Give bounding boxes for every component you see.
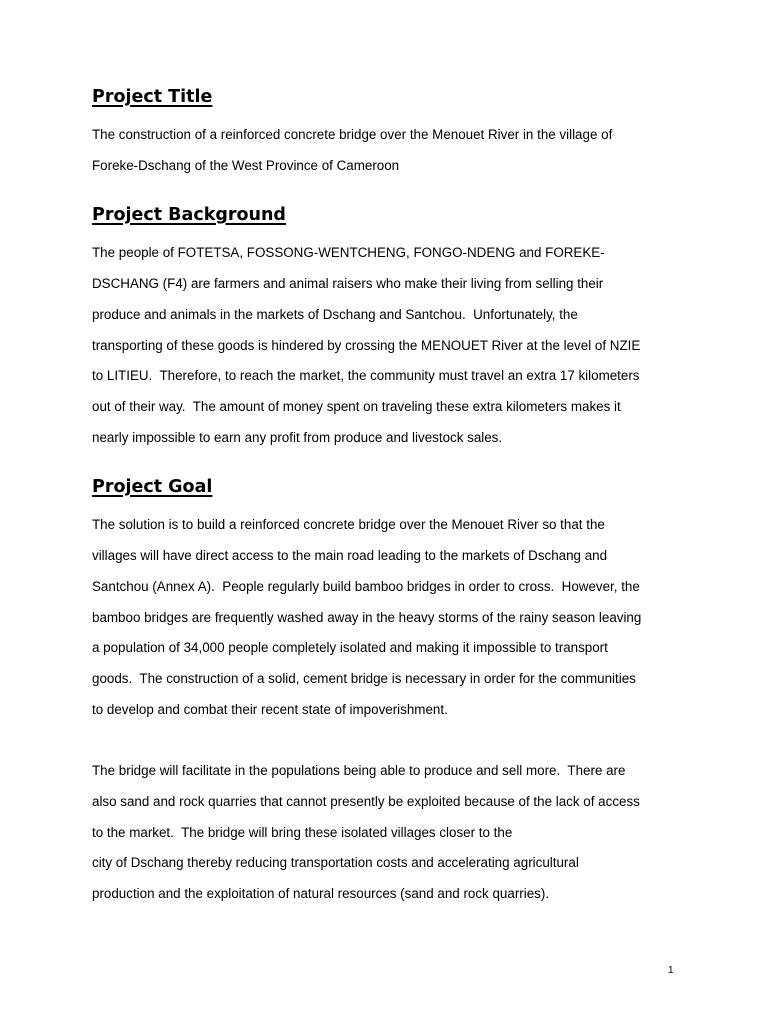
paragraph-line: to LITIEU. Therefore, to reach the market, the community must travel an extra 17 kilometers — [92, 368, 640, 383]
paragraph-line: to develop and combat their recent state of impoverishment. — [92, 702, 448, 717]
paragraph-line: city of Dschang thereby reducing transportation costs and accelerating agricultural — [92, 855, 579, 870]
paragraph-line: nearly impossible to earn any profit from produce and livestock sales. — [92, 430, 503, 445]
heading-project-goal: Project Goal — [92, 477, 213, 497]
page-number: 1 — [668, 965, 674, 976]
paragraph-line: Foreke-Dschang of the West Province of Cameroon — [92, 158, 400, 173]
paragraph-line: The solution is to build a reinforced concrete bridge over the Menouet River so that the — [92, 517, 605, 532]
heading-project-title: Project Title — [92, 87, 213, 107]
paragraph-line: Santchou (Annex A). People regularly build bamboo bridges in order to cross. However, the — [92, 579, 640, 594]
paragraph-line: production and the exploitation of natural resources (sand and rock quarries). — [92, 886, 550, 901]
paragraph-line: The bridge will facilitate in the populations being able to produce and sell more. There are — [92, 763, 626, 778]
paragraph-line: The people of FOTETSA, FOSSONG-WENTCHENG, FONGO-NDENG and FOREKE- — [92, 245, 605, 260]
paragraph-line: a population of 34,000 people completely isolated and making it impossible to transport — [92, 640, 608, 655]
paragraph-line: villages will have direct access to the main road leading to the markets of Dschang and — [92, 548, 608, 563]
paragraph-line: transporting of these goods is hindered by crossing the MENOUET River at the level of NZIE — [92, 338, 641, 353]
paragraph-line: produce and animals in the markets of Dschang and Santchou. Unfortunately, the — [92, 307, 578, 322]
paragraph-line: goods. The construction of a solid, cement bridge is necessary in order for the communities — [92, 671, 636, 686]
paragraph-line: also sand and rock quarries that cannot presently be exploited because of the lack of access — [92, 794, 640, 809]
paragraph-line: The construction of a reinforced concrete bridge over the Menouet River in the village of — [92, 127, 613, 142]
paragraph-line: DSCHANG (F4) are farmers and animal raisers who make their living from selling their — [92, 276, 604, 291]
paragraph-line: bamboo bridges are frequently washed away in the heavy storms of the rainy season leaving — [92, 610, 642, 625]
paragraph-line: to the market. The bridge will bring these isolated villages closer to the — [92, 825, 513, 840]
paragraph-line: out of their way. The amount of money spent on traveling these extra kilometers makes it — [92, 399, 621, 414]
heading-project-background: Project Background — [92, 205, 286, 225]
